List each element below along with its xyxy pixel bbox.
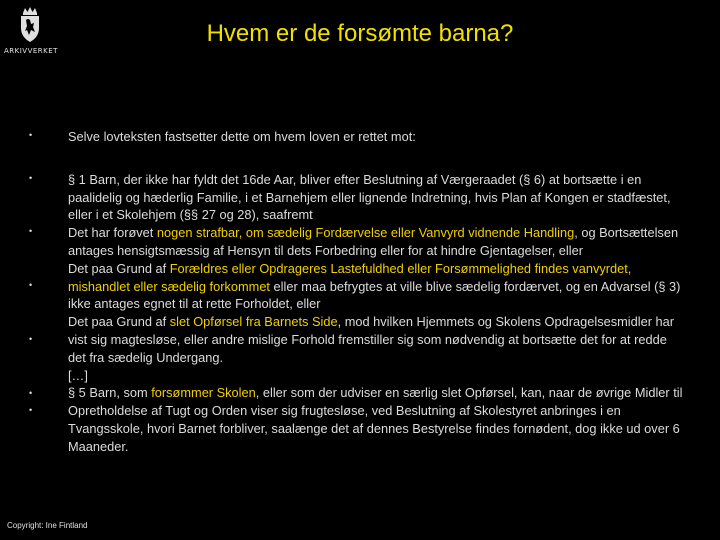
text-segment: , og Bortsættelsen antages hensigtsmæssig af Hensyn til dets Forbedring eller for at hindre Gjentagelser, eller xyxy=(68,225,679,258)
bullet-marker: • xyxy=(29,405,33,415)
paragraph-condition-2 xyxy=(68,260,684,313)
page-title: Hvem er de forsømte barna? xyxy=(206,20,514,47)
bullet-marker: • xyxy=(29,130,33,140)
highlight-text: Forældres eller Opdrageres Lastefuldhed eller Forsømmelighed findes vanvyrdet, mishandlet eller sædelig forkommet xyxy=(68,260,632,294)
highlight-text: nogen strafbar, om sædelig Fordærvelse eller Vanvyrd vidnende Handling xyxy=(156,225,575,241)
text-segment: eller maa befrygtes at ville blive sædelig fordærvet, og en Advarsel (§ 3) ikke antages egnet til at rette Forholdet, eller xyxy=(68,278,681,312)
paragraph-ellipsis: […] xyxy=(68,367,88,383)
text-segment: Det paa Grund af xyxy=(68,314,170,330)
bullet-marker: • xyxy=(29,226,33,236)
text-segment: Det har forøvet xyxy=(68,225,157,241)
bullet-marker: • xyxy=(29,334,33,344)
bullet-marker: • xyxy=(29,173,33,183)
text-segment: , mod hvilken Hjemmets og Skolens Opdragelsesmidler har vist sig magtesløse, eller andre mislige Forhold fremstiller sig som nødvendig at bortsætte det for at redde det fra sædelig Undergang. xyxy=(68,314,675,365)
text-segment: Det paa Grund af xyxy=(68,260,170,276)
highlight-text: forsømmer Skolen xyxy=(151,385,256,401)
copyright-footer: Copyright: Ine Fintland xyxy=(7,521,88,530)
body-text xyxy=(68,128,684,456)
bullet-marker: • xyxy=(29,280,33,290)
logo-text: ARKIVVERKET xyxy=(4,47,58,55)
highlight-text: slet Opførsel fra Barnets Side xyxy=(169,314,338,330)
paragraph-section-5 xyxy=(68,384,684,455)
paragraph-condition-3 xyxy=(68,313,684,366)
text-segment: , eller som der udviser en særlig slet Opførsel, kan, naar de øvrige Midler til Opretholdelse af Tugt og Orden viser sig frugtesløse, ved Beslutning af Skolestyret anbringes i en Tvangsskole, hvori Barnet forbliver, saalænge det af dennes Bestyrelse findes fornødent, dog ikke ud over 6 Maaneder. xyxy=(68,385,683,454)
bullet-marker: • xyxy=(29,388,33,398)
paragraph-section-1: § 1 Barn, der ikke har fyldt det 16de Aar, bliver efter Beslutning af Værgeraadet (§ 6) at bortsætte i en paalidelig og hæderlig Familie, i et Barnehjem eller lignende Indretning, hvis Plan af Kongen er stadfæstet, eller i et Skolehjem (§§ 27 og 28), saafremt xyxy=(68,171,671,223)
text-segment: § 5 Barn, som xyxy=(68,385,152,401)
paragraph-condition-1 xyxy=(68,224,684,260)
intro-paragraph: Selve lovteksten fastsetter dette om hvem loven er rettet mot: xyxy=(68,129,416,144)
